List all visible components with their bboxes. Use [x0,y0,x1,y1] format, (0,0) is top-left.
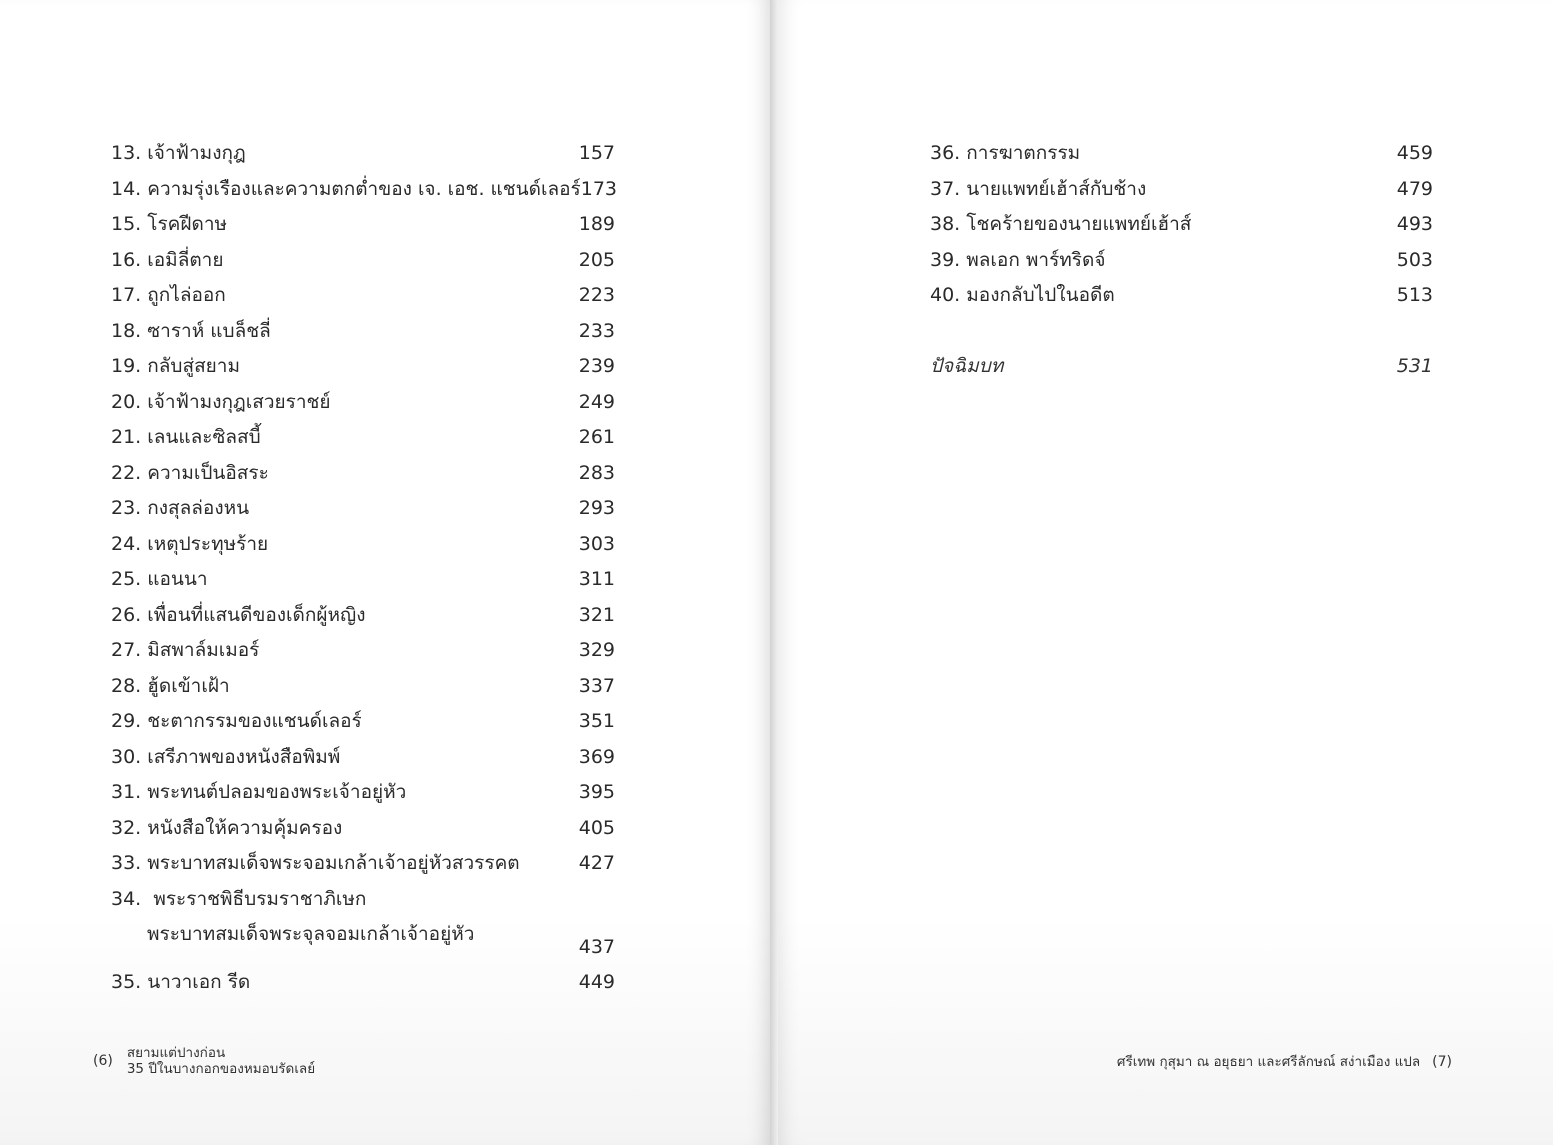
toc-entry[interactable] [111,882,615,918]
chapter-title: หนังสือให้ความคุ้มครอง [147,816,343,839]
page-number: 351 [578,710,615,732]
chapter-title: เสรีภาพของหนังสือพิมพ์ [147,745,341,768]
toc-entry[interactable] [111,965,615,1001]
chapter-number: 13. [111,142,142,164]
page-number: 427 [578,852,615,874]
running-title-line2: 35 ปีในบางกอกของหมอบรัดเลย์ [126,1061,316,1077]
page-number: 449 [578,971,615,993]
chapter-number: 20. [111,390,142,413]
page-number: 395 [578,781,615,803]
chapter-number: 22. [111,461,142,484]
right-page-footer [1117,1054,1452,1070]
toc-entry[interactable] [111,349,615,385]
page-number: 173 [580,177,618,200]
chapter-title: พระทนต์ปลอมของพระเจ้าอยู่หัว [147,781,407,803]
chapter-number: 15. [111,213,142,235]
chapter-title: มองกลับไปในอดีต [966,284,1115,306]
toc-entry[interactable] [111,420,615,456]
translator-credit: ศรีเทพ กุสุมา ณ อยุธยา และศรีลักษณ์ สง่าเมือง แปล [1116,1054,1421,1070]
chapter-title: มิสพาล์มเมอร์ [147,639,260,661]
page-number: 283 [578,461,615,484]
toc-entry[interactable] [930,243,1433,279]
toc-entry[interactable] [111,704,615,740]
chapter-title: เหตุประทุษร้าย [147,532,269,555]
chapter-title: โรคฝีดาษ [147,213,228,235]
toc-entry[interactable] [930,172,1433,208]
page-number: 459 [1396,142,1433,164]
chapter-number: 40. [930,284,961,306]
chapter-number: 16. [111,248,142,271]
page-number: 249 [578,390,615,413]
toc-entry[interactable] [111,207,615,243]
toc-entry[interactable] [111,314,615,350]
toc-entry[interactable] [111,562,615,598]
toc-entry[interactable] [111,669,615,705]
chapter-title: ซาราห์ แบล็ชลี่ [147,319,271,342]
left-page-footer [93,1045,315,1077]
page-number: 303 [578,532,615,555]
toc-entry[interactable] [111,243,615,279]
chapter-title: นายแพทย์เฮ้าส์กับช้าง [966,177,1147,200]
toc-list-right [930,136,1433,385]
toc-entry[interactable] [111,846,615,882]
running-title [127,1045,315,1077]
chapter-number: 34. [111,887,142,910]
toc-entry[interactable] [111,456,615,492]
chapter-title: พลเอก พาร์ทริดจ์ [966,248,1106,271]
chapter-number: 36. [930,142,961,164]
toc-entry[interactable] [930,136,1433,172]
toc-entry[interactable] [111,278,615,314]
chapter-number: 14. [111,177,142,200]
page-number: 239 [578,355,615,377]
chapter-number: 31. [111,781,142,803]
toc-entry-epilogue[interactable] [930,349,1433,385]
toc-entry[interactable] [111,385,615,421]
chapter-title: เอมิลี่ตาย [147,248,224,271]
page-number: 405 [578,816,615,839]
toc-entry[interactable] [111,491,615,527]
chapter-number: 21. [111,426,142,448]
page-number: 157 [578,142,615,164]
chapter-number: 17. [111,284,142,306]
chapter-title: เจ้าฟ้ามงกุฎเสวยราชย์ [147,390,331,413]
page-number: 369 [578,745,615,768]
toc-list-left [111,136,618,1001]
chapter-title: แอนนา [147,568,208,590]
page-number: 513 [1396,284,1433,306]
page-number: 233 [578,319,615,342]
chapter-number: 33. [111,852,142,874]
left-page [0,0,770,1145]
running-title-line1: สยามแต่ปางก่อน [126,1045,226,1061]
page-number: 311 [578,568,615,590]
chapter-number: 19. [111,355,142,377]
chapter-number: 27. [111,639,142,661]
toc-entry[interactable] [111,136,615,172]
page-number: 503 [1396,248,1433,271]
chapter-title: ความรุ่งเรืองและความตกต่ำของ เจ. เอช. แชนด์เลอร์ [147,177,581,200]
chapter-title: ฮู้ดเข้าเฝ้า [147,674,230,697]
page-number: 437 [578,935,615,958]
page-number: 493 [1396,213,1433,235]
folio-left: (6) [93,1053,113,1069]
chapter-number: 24. [111,532,142,555]
page-number: 189 [578,213,615,235]
chapter-number: 38. [930,213,961,235]
epilogue-title: ปัจฉิมบท [930,355,1004,377]
page-number: 223 [578,284,615,306]
chapter-title: การฆาตกรรม [966,142,1081,164]
chapter-number: 29. [111,710,142,732]
toc-entry[interactable] [111,775,615,811]
page-number: 337 [578,674,615,697]
page-number: 479 [1396,177,1433,200]
page-number: 261 [578,426,615,448]
toc-entry[interactable] [111,633,615,669]
book-gutter [770,0,778,1145]
chapter-title: กลับสู่สยาม [147,355,240,377]
chapter-title: พระบาทสมเด็จพระจุลจอมเกล้าเจ้าอยู่หัว [147,923,475,945]
folio-right: (7) [1432,1054,1452,1070]
chapter-title: ชะตากรรมของแชนด์เลอร์ [147,710,362,732]
toc-entry[interactable] [111,598,615,634]
chapter-number: 37. [930,177,961,200]
page-number: 205 [578,248,615,271]
chapter-title: ถูกไล่ออก [147,284,226,306]
chapter-number: 25. [111,568,142,590]
chapter-number: 23. [111,497,142,519]
toc-entry[interactable] [111,811,615,847]
chapter-title: เลนและซิลสบี้ [147,426,261,448]
chapter-number: 28. [111,674,142,697]
chapter-number: 18. [111,319,142,342]
toc-entry-continuation[interactable] [111,917,615,965]
chapter-number: 26. [111,603,142,626]
chapter-title: โชคร้ายของนายแพทย์เฮ้าส์ [966,213,1192,235]
chapter-title: เจ้าฟ้ามงกุฎ [147,142,246,164]
toc-entry[interactable] [111,740,615,776]
chapter-title: พระบาทสมเด็จพระจอมเกล้าเจ้าอยู่หัวสวรรคต [147,852,520,874]
chapter-title: พระราชพิธีบรมราชาภิเษก [153,887,367,910]
chapter-title: ความเป็นอิสระ [147,461,269,484]
toc-entry[interactable] [930,278,1433,314]
toc-entry[interactable] [930,207,1433,243]
chapter-number: 35. [111,971,142,993]
toc-entry[interactable] [111,172,618,208]
chapter-title: นาวาเอก รีด [147,971,251,993]
page-number: 329 [578,639,615,661]
chapter-number: 39. [930,248,961,271]
page-number: 293 [578,497,615,519]
toc-entry[interactable] [111,527,615,563]
chapter-number: 30. [111,745,142,768]
page-number: 531 [1396,355,1433,377]
chapter-number: 32. [111,816,142,839]
page-number: 321 [578,603,615,626]
chapter-title: กงสุลล่องหน [147,497,250,519]
chapter-title: เพื่อนที่แสนดีของเด็กผู้หญิง [147,603,366,626]
